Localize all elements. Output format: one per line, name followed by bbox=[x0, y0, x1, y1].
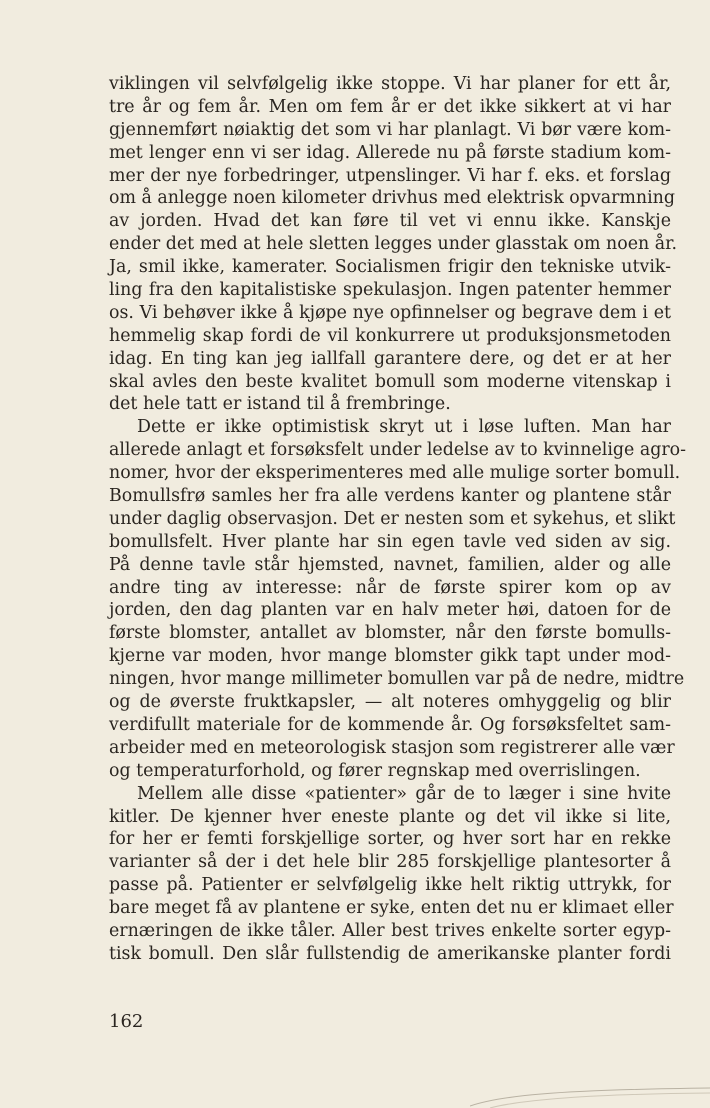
text-line: gjennemført nøiaktig det som vi har planlagt. Vi bør være kom- bbox=[109, 119, 671, 140]
text-line: hemmelig skap fordi de vil konkurrere ut produksjonsmetoden bbox=[109, 325, 671, 346]
text-line: det hele tatt er istand til å frembringe. bbox=[109, 394, 451, 415]
page-number: 162 bbox=[109, 1011, 144, 1032]
text-line: passe på. Patienter er selvfølgelig ikke helt riktig uttrykk, for bbox=[109, 875, 671, 896]
text-line: os. Vi behøver ikke å kjøpe nye opfinnelser og begrave dem i et bbox=[109, 302, 671, 323]
text-line: nomer, hvor der eksperimenteres med alle mulige sorter bomull. bbox=[109, 463, 681, 484]
text-line: bomullsfelt. Hver plante har sin egen tavle ved siden av sig. bbox=[109, 531, 671, 552]
text-line: arbeider med en meteorologisk stasjon som registrerer alle vær bbox=[109, 737, 675, 758]
text-line: met lenger enn vi ser idag. Allerede nu på første stadium kom- bbox=[109, 142, 671, 163]
text-line: av jorden. Hvad det kan føre til vet vi ennu ikke. Kanskje bbox=[109, 211, 671, 232]
paragraph bbox=[109, 73, 678, 416]
text-line: tre år og fem år. Men om fem år er det ikke sikkert at vi har bbox=[109, 96, 671, 117]
text-line: første blomster, antallet av blomster, når den første bomulls- bbox=[109, 623, 671, 644]
text-line: idag. En ting kan jeg iallfall garantere dere, og det er at her bbox=[109, 348, 671, 369]
page-body bbox=[109, 73, 686, 966]
text-line: ling fra den kapitalistiske spekulasjon. Ingen patenter hemmer bbox=[109, 280, 671, 301]
text-line: jorden, den dag planten var en halv meter høi, datoen for de bbox=[109, 600, 671, 621]
text-line: skal avles den beste kvalitet bomull som moderne vitenskap i bbox=[109, 371, 671, 392]
text-line: kitler. De kjenner hver eneste plante og det vil ikke si lite, bbox=[109, 806, 671, 827]
text-line: ernæringen de ikke tåler. Aller best trives enkelte sorter egyp- bbox=[109, 920, 671, 941]
text-line: Ja, smil ikke, kamerater. Socialismen frigir den tekniske utvik- bbox=[109, 257, 671, 278]
text-line: ender det med at hele sletten legges under glasstak om noen år. bbox=[109, 234, 678, 255]
text-line: andre ting av interesse: når de første spirer kom op av bbox=[109, 577, 671, 598]
text-line: under daglig observasjon. Det er nesten som et sykehus, et slikt bbox=[109, 508, 676, 529]
text-line: om å anlegge noen kilometer drivhus med elektrisk opvarmning bbox=[109, 188, 675, 209]
text-line: tisk bomull. Den slår fullstendig de amerikanske planter fordi bbox=[109, 943, 671, 964]
page-edge-curl bbox=[470, 1078, 710, 1108]
paragraph bbox=[109, 416, 686, 782]
text-line: verdifullt materiale for de kommende år. Og forsøksfeltet sam- bbox=[109, 714, 671, 735]
text-line: varianter så der i det hele blir 285 forskjellige plantesorter å bbox=[109, 852, 671, 873]
text-line: ningen, hvor mange millimeter bomullen var på de nedre, midtre bbox=[109, 669, 685, 690]
text-line: for her er femti forskjellige sorter, og hver sort har en rekke bbox=[109, 829, 671, 850]
text-line: Bomullsfrø samles her fra alle verdens kanter og plantene står bbox=[109, 486, 671, 507]
text-line: Dette er ikke optimistisk skryt ut i løse luften. Man har bbox=[137, 417, 671, 438]
text-line: og de øverste fruktkapsler, — alt noteres omhyggelig og blir bbox=[109, 692, 671, 713]
text-line: bare meget få av plantene er syke, enten det nu er klimaet eller bbox=[109, 898, 674, 919]
paragraph bbox=[109, 783, 674, 966]
text-line: Mellem alle disse «patienter» går de to læger i sine hvite bbox=[137, 783, 671, 804]
text-line: kjerne var moden, hvor mange blomster gikk tapt under mod- bbox=[109, 646, 671, 667]
text-line: allerede anlagt et forsøksfelt under ledelse av to kvinnelige agro- bbox=[109, 440, 686, 461]
text-line: På denne tavle står hjemsted, navnet, familien, alder og alle bbox=[109, 554, 671, 575]
text-line: og temperaturforhold, og fører regnskap med overrislingen. bbox=[109, 760, 641, 781]
text-line: viklingen vil selvfølgelig ikke stoppe. Vi har planer for ett år, bbox=[109, 74, 671, 94]
text-line: mer der nye forbedringer, utpenslinger. Vi har f. eks. et forslag bbox=[109, 165, 671, 186]
